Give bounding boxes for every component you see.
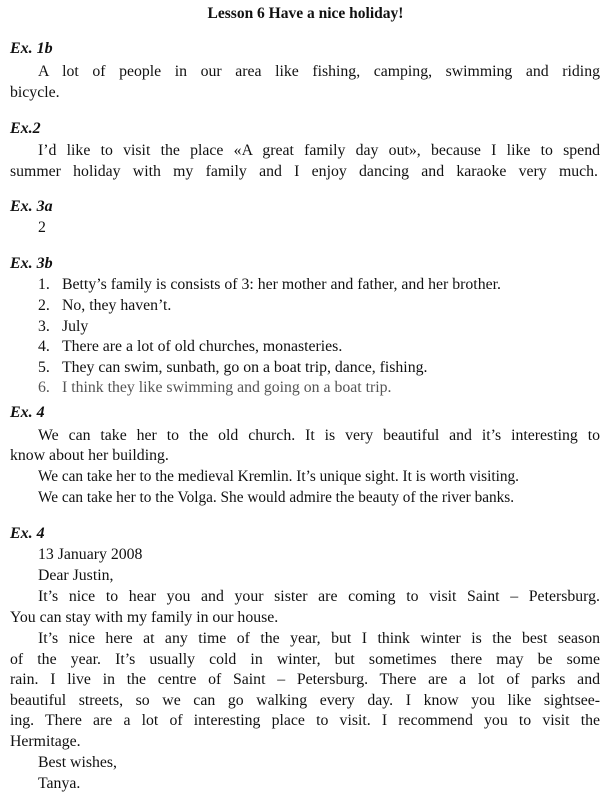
exercise-4-line-1: We can take her to the old church. It is very beautiful and it’s interesting to: [38, 427, 600, 444]
list-item-text: I think they like swimming and going on a boat trip.: [62, 379, 392, 396]
letter-paragraph-2-line-5: ing. There are a lot of interesting place to visit. I recommend you to visit the: [10, 712, 600, 729]
list-item-text: No, they haven’t.: [62, 297, 172, 314]
exercise-1b-line-2: bicycle.: [10, 84, 60, 101]
list-item-number: 1.: [38, 276, 50, 293]
letter-closing: Best wishes,: [38, 754, 117, 771]
list-item-number: 5.: [38, 359, 50, 376]
exercise-4-line-4: We can take her to the Volga. She would admire the beauty of the river banks.: [38, 489, 515, 506]
letter-paragraph-1-line-1: It’s nice to hear you and your sister are coming to visit Saint – Petersburg.: [38, 588, 600, 605]
page-title: Lesson 6 Have a nice holiday!: [207, 5, 404, 22]
exercise-4-line-3: We can take her to the medieval Kremlin. It’s unique sight. It is worth visiting.: [38, 468, 519, 485]
exercise-3a-label: Ex. 3a: [10, 198, 53, 215]
exercise-4-letter-label: Ex. 4: [10, 525, 45, 542]
exercise-4-line-2: know about her building.: [10, 447, 169, 464]
letter-paragraph-2-line-1: It’s nice here at any time of the year, but I think winter is the best season: [38, 630, 600, 647]
exercise-2-label: Ex.2: [10, 120, 41, 137]
list-item-number: 4.: [38, 338, 50, 355]
exercise-1b-line-1: A lot of people in our area like fishing, camping, swimming and riding: [38, 63, 600, 80]
exercise-3b-label: Ex. 3b: [10, 255, 53, 272]
letter-paragraph-1-line-2: You can stay with my family in our house.: [10, 609, 279, 626]
list-item-text: They can swim, sunbath, go on a boat trip, dance, fishing.: [62, 359, 428, 376]
list-item-text: Betty’s family is consists of 3: her mother and father, and her brother.: [62, 276, 501, 293]
letter-greeting: Dear Justin,: [38, 567, 114, 584]
letter-date: 13 January 2008: [38, 546, 143, 563]
list-item-text: There are a lot of old churches, monasteries.: [62, 338, 343, 355]
letter-paragraph-2-line-2: of the year. It’s usually cold in winter, but sometimes there may be some: [10, 651, 600, 668]
exercise-2-line-2: summer holiday with my family and I enjoy dancing and karaoke very much.: [10, 163, 598, 180]
list-item-number: 3.: [38, 318, 50, 335]
letter-signature: Tanya.: [38, 775, 81, 792]
exercise-2-line-1: I’d like to visit the place «A great family day out», because I like to spend: [38, 142, 600, 159]
exercise-3a-answer: 2: [38, 219, 46, 236]
letter-paragraph-2-line-4: beautiful streets, so we can go walking every day. I know you like sightsee-: [10, 692, 600, 709]
list-item-number: 2.: [38, 297, 50, 314]
exercise-4-label: Ex. 4: [10, 404, 45, 421]
exercise-1b-label: Ex. 1b: [10, 40, 53, 57]
list-item-number: 6.: [38, 379, 50, 396]
letter-paragraph-2-line-6: Hermitage.: [10, 733, 81, 750]
letter-paragraph-2-line-3: rain. I live in the centre of Saint – Petersburg. There are a lot of parks and: [10, 671, 600, 688]
list-item-text: July: [62, 318, 89, 335]
